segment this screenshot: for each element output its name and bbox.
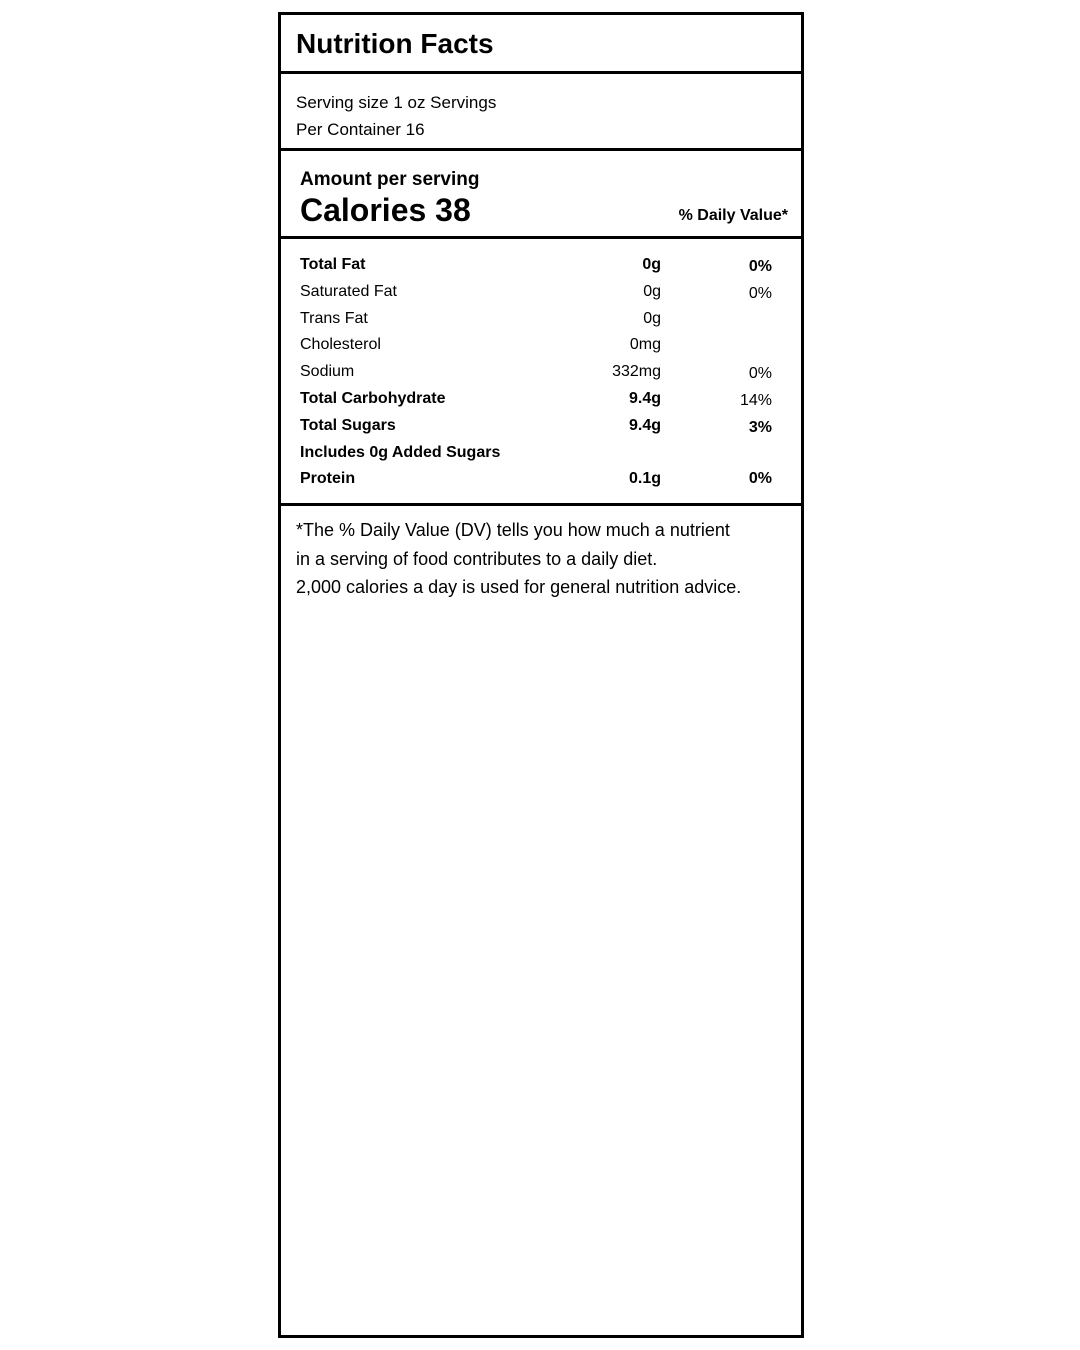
- nutrient-row: [281, 466, 801, 493]
- calories-value: Calories 38: [300, 192, 471, 228]
- nutrient-table: [281, 239, 801, 506]
- nutrient-name: Total Fat: [300, 256, 366, 273]
- daily-value-footnote: [281, 506, 801, 602]
- calories-section: [281, 151, 801, 239]
- nutrient-row: [281, 386, 801, 413]
- nutrient-daily-value: 14%: [739, 391, 772, 409]
- nutrient-daily-value: 0%: [748, 365, 772, 383]
- nutrient-row: [281, 440, 801, 467]
- nutrition-facts-label: [278, 12, 804, 1338]
- serving-size: Serving size 1 oz Servings: [296, 93, 497, 112]
- nutrient-name: Protein: [300, 470, 356, 488]
- nutrient-name: Sodium: [300, 363, 355, 381]
- nutrient-row: [281, 359, 801, 386]
- servings-per-container: Per Container 16: [296, 120, 425, 139]
- footnote-line: 2,000 calories a day is used for general nutrition advice.: [296, 577, 742, 597]
- nutrient-amount: 0.1g: [628, 470, 661, 488]
- footnote-line: *The % Daily Value (DV) tells you how much a nutrient: [296, 520, 730, 540]
- nutrient-amount: 0mg: [629, 336, 661, 354]
- nutrient-daily-value: 3%: [748, 418, 772, 436]
- nutrient-name: Includes 0g Added Sugars: [300, 443, 501, 461]
- nutrient-daily-value: 0%: [748, 470, 772, 488]
- nutrient-row: [281, 279, 801, 306]
- nutrient-row: [281, 306, 801, 333]
- nutrient-daily-value: 0%: [748, 258, 772, 275]
- nutrient-daily-value: 0%: [748, 284, 772, 302]
- label-title: Nutrition Facts: [296, 28, 494, 59]
- label-header: [281, 15, 801, 74]
- nutrient-row: [281, 252, 801, 279]
- nutrient-amount: 0g: [643, 282, 661, 300]
- nutrient-amount: 9.4g: [628, 416, 661, 434]
- nutrient-name: Saturated Fat: [300, 282, 397, 300]
- nutrient-name: Trans Fat: [300, 309, 368, 327]
- amount-per-serving: Amount per serving: [300, 169, 480, 190]
- daily-value-header: % Daily Value*: [678, 207, 788, 224]
- nutrient-row: [281, 332, 801, 359]
- footnote-line: in a serving of food contributes to a daily diet.: [296, 548, 658, 569]
- nutrient-name: Total Carbohydrate: [300, 389, 446, 407]
- nutrient-amount: 0g: [643, 309, 661, 327]
- nutrient-name: Total Sugars: [300, 416, 396, 434]
- nutrient-row: [281, 413, 801, 440]
- nutrient-amount: 332mg: [612, 363, 661, 381]
- nutrient-amount: 9.4g: [628, 389, 661, 407]
- serving-info: [281, 74, 801, 151]
- nutrient-name: Cholesterol: [300, 336, 381, 354]
- nutrient-amount: 0g: [642, 256, 661, 273]
